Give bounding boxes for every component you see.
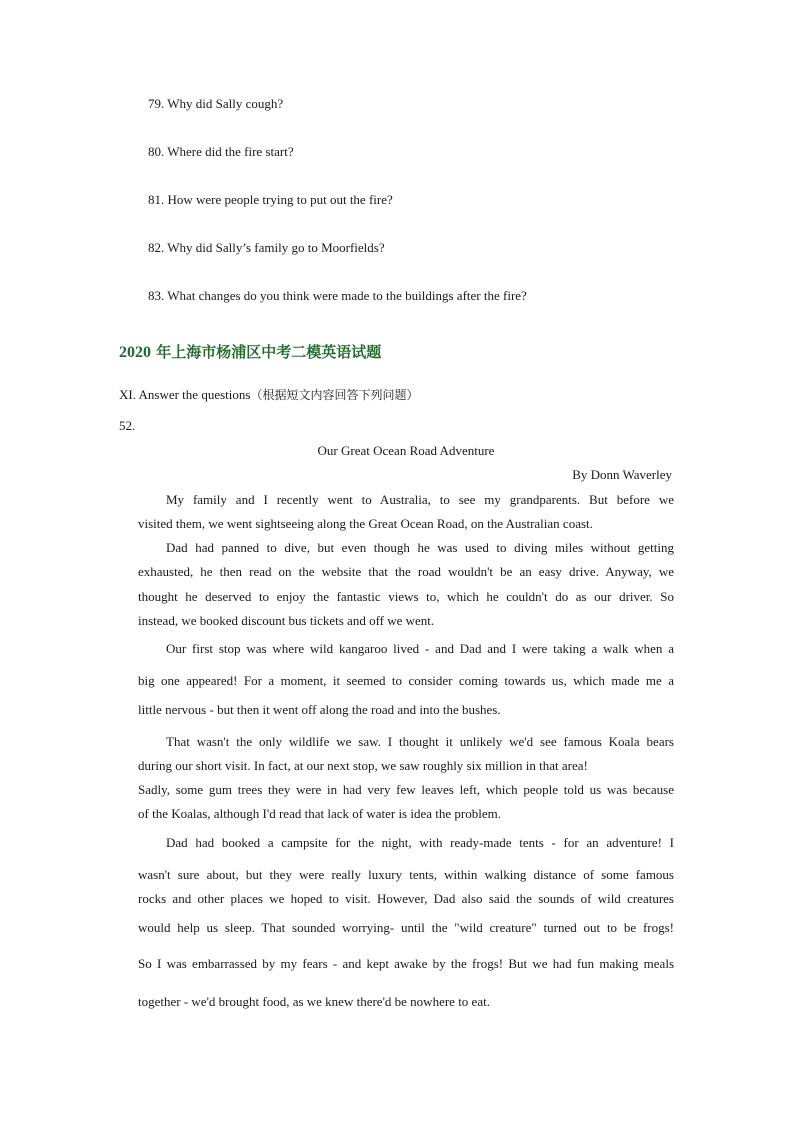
question-79: 79. Why did Sally cough? [148,96,284,111]
article-line: exhausted, he then read on the website that the road wouldn't be an easy drive. Anyway, we [138,564,674,579]
article-line: thought he deserved to enjoy the fantastic views to, which he couldn't do as our driver. So [138,589,674,604]
question-82: 82. Why did Sally’s family go to Moorfields? [148,240,385,255]
article-line: Our first stop was where wild kangaroo lived - and Dad and I were taking a walk when a [166,641,674,656]
question-80: 80. Where did the fire start? [148,144,294,159]
article-line: Dad had booked a campsite for the night, with ready-made tents - for an adventure! I [166,835,674,850]
section-label: XI. Answer the questions [119,387,251,402]
article-line: My family and I recently went to Australia, to see my grandparents. But before we [166,492,674,507]
article-line: instead, we booked discount bus tickets and off we went. [138,613,435,628]
question-83: 83. What changes do you think were made to the buildings after the fire? [148,288,527,303]
item-number: 52. [119,418,136,433]
article-line: Sadly, some gum trees they were in had very few leaves left, which people told us was because [138,782,674,797]
article-line: little nervous - but then it went off along the road and into the bushes. [138,702,501,717]
question-81: 81. How were people trying to put out the fire? [148,192,393,207]
article-line: So I was embarrassed by my fears - and kept awake by the frogs! But we had fun making meals [138,956,674,971]
section-instruction [119,386,418,403]
exam-title: 年上海市杨浦区中考二模英语试题 [156,343,382,361]
article-line: Dad had panned to dive, but even though he was used to diving miles without getting [166,540,674,555]
article-line: wasn't sure about, but they were really luxury tents, within walking distance of some famous [138,867,674,882]
exam-heading [119,341,381,362]
exam-year: 2020 [119,344,151,361]
article-author: By Donn Waverley [572,467,672,482]
article-line: together - we'd brought food, as we knew there'd be nowhere to eat. [138,994,490,1009]
article-line: That wasn't the only wildlife we saw. I thought it unlikely we'd see famous Koala bears [166,734,674,749]
article-line: visited them, we went sightseeing along the Great Ocean Road, on the Australian coast. [138,516,593,531]
article-line: of the Koalas, although I'd read that lack of water is idea the problem. [138,806,501,821]
article-line: would help us sleep. That sounded worrying- until the "wild creature" turned out to be frogs! [138,920,674,935]
article-line: big one appeared! For a moment, it seemed to consider coming towards us, which made me a [138,673,674,688]
article-line: rocks and other places we hoped to visit. However, Dad also said the sounds of wild creatures [138,891,674,906]
section-instruction-cn: （根据短文内容回答下列问题） [250,388,419,402]
article-title: Our Great Ocean Road Adventure [317,443,495,458]
article-line: during our short visit. In fact, at our next stop, we saw roughly six million in that area! [138,758,588,773]
